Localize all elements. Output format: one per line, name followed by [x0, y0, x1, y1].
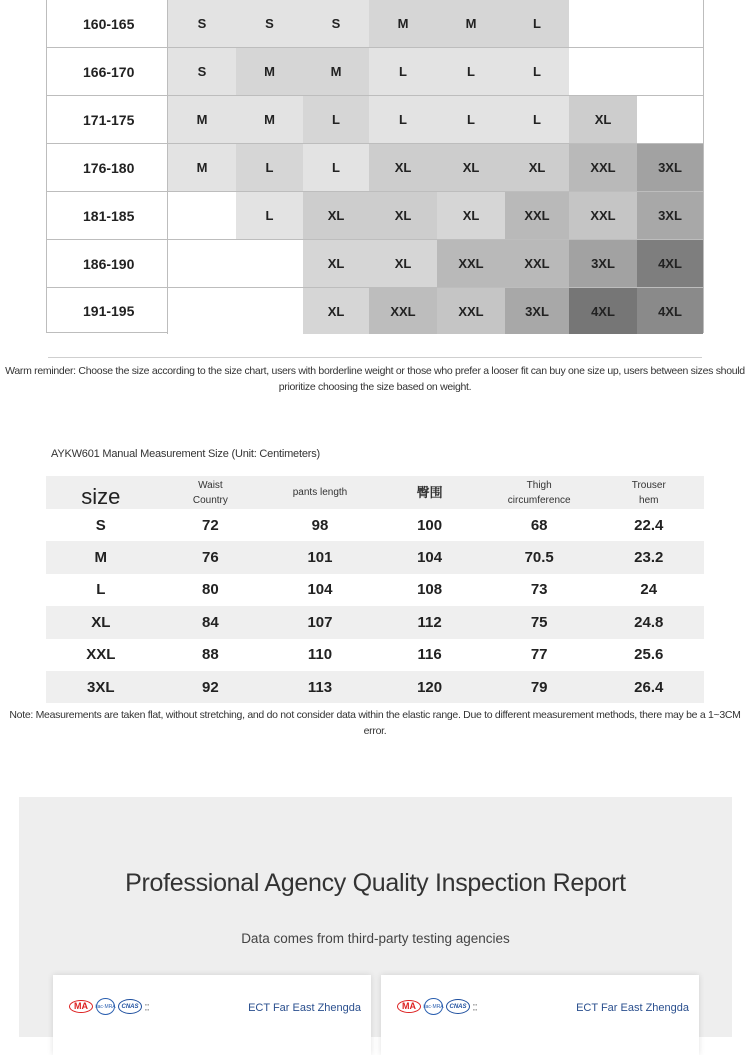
size-grid-cell: XXL — [569, 144, 637, 191]
height-range-label: 191-195 — [47, 288, 168, 334]
size-recommendation-grid — [46, 0, 704, 333]
measurement-row — [46, 606, 704, 638]
size-grid-cell — [637, 48, 703, 95]
measurement-table — [46, 476, 704, 703]
height-range-label: 181-185 — [47, 192, 168, 239]
size-grid-row — [47, 240, 703, 288]
measurement-cell: XL — [91, 613, 111, 631]
size-grid-cell: M — [303, 48, 369, 95]
size-grid-cell: XL — [303, 192, 369, 239]
warm-reminder: Warm reminder: Choose the size according to the size chart, users with borderline weight or those who prefer a looser fit can buy one size up, users between sizes should prioritize choosing the size based on weight. — [5, 365, 745, 393]
measurement-cell: 22.4 — [634, 516, 664, 534]
measurement-cell: 23.2 — [634, 549, 664, 567]
measurement-row — [46, 574, 704, 606]
size-grid-cell: XL — [437, 144, 505, 191]
size-grid-row — [47, 96, 703, 144]
size-grid-cell: L — [437, 96, 505, 143]
size-grid-cell: M — [236, 96, 303, 143]
size-grid-cell: XXL — [437, 288, 505, 334]
size-grid-cell: M — [168, 96, 236, 143]
size-grid-cell: 4XL — [637, 240, 703, 287]
size-grid-cell: XL — [505, 144, 569, 191]
measurement-cell: 24.8 — [634, 613, 664, 631]
size-grid-cell: L — [236, 192, 303, 239]
accreditation-mark-icon: ▪▪▪ ▪▪▪ — [473, 1001, 478, 1012]
size-grid-cell: S — [303, 0, 369, 47]
measurement-cell: 120 — [417, 678, 443, 696]
height-range-label: 176-180 — [47, 144, 168, 191]
size-grid-cell: L — [303, 96, 369, 143]
measurement-cell: 110 — [307, 646, 333, 664]
size-grid-cell — [569, 0, 637, 47]
size-grid-cell: S — [168, 0, 236, 47]
measurement-cell: 92 — [202, 678, 219, 696]
size-grid-cell: L — [303, 144, 369, 191]
measurement-cell: M — [94, 549, 108, 567]
measurement-cell: 84 — [202, 613, 219, 631]
size-grid-cell: S — [168, 48, 236, 95]
measurement-cell: L — [96, 581, 106, 599]
size-grid-cell: L — [369, 96, 437, 143]
size-grid-cell: M — [236, 48, 303, 95]
size-grid-cell: L — [437, 48, 505, 95]
measurement-cell: 112 — [417, 613, 442, 631]
inspection-report-section — [19, 797, 732, 1037]
size-grid-cell: XL — [437, 192, 505, 239]
measurement-cell: S — [95, 516, 106, 534]
measurement-cell: 24 — [640, 581, 658, 599]
report-card[interactable] — [53, 975, 371, 1055]
measurement-header-row — [46, 476, 704, 509]
measurement-cell: 3XL — [87, 678, 115, 696]
measurement-cell: 107 — [307, 613, 333, 631]
size-grid-cell: 3XL — [505, 288, 569, 334]
measurement-cell: 70.5 — [524, 549, 554, 567]
measurement-cell: 113 — [307, 678, 333, 696]
measurement-header-cell: size — [81, 484, 121, 509]
size-grid-cell: L — [369, 48, 437, 95]
size-grid-cell: XL — [569, 96, 637, 143]
measurement-header-cell: 臀围 — [416, 485, 443, 500]
size-grid-cell: M — [437, 0, 505, 47]
ilac-logo-icon: ilac·MRA — [96, 998, 115, 1015]
measurement-row — [46, 639, 704, 671]
size-grid-cell: 3XL — [637, 144, 703, 191]
size-grid-row — [47, 144, 703, 192]
size-grid-row — [47, 192, 703, 240]
measurement-header-cell: Trouser hem — [631, 479, 666, 506]
height-range-label: 160-165 — [47, 0, 168, 47]
measurement-row — [46, 671, 704, 703]
height-range-label: 166-170 — [47, 48, 168, 95]
size-grid-cell: M — [369, 0, 437, 47]
size-grid-cell — [168, 240, 236, 287]
size-grid-row — [47, 0, 703, 48]
size-grid-cell — [637, 0, 703, 47]
size-grid-row — [47, 48, 703, 96]
measurement-cell: 76 — [202, 549, 219, 567]
measurement-header-cell: pants length — [292, 487, 348, 498]
size-grid-cell: XXL — [505, 240, 569, 287]
size-grid-row — [47, 288, 703, 334]
size-grid-cell — [569, 48, 637, 95]
report-title: Professional Agency Quality Inspection Report — [125, 869, 626, 897]
size-grid-cell: XL — [369, 240, 437, 287]
size-grid-cell: 3XL — [569, 240, 637, 287]
height-range-label: 186-190 — [47, 240, 168, 287]
measurement-table-title: AYKW601 Manual Measurement Size (Unit: Centimeters) — [51, 448, 320, 460]
measurement-cell: 73 — [530, 581, 548, 599]
accreditation-mark-icon: ▪▪▪ ▪▪▪ — [145, 1001, 150, 1012]
size-grid-cell: XXL — [569, 192, 637, 239]
size-grid-cell: XL — [369, 144, 437, 191]
height-range-label: 171-175 — [47, 96, 168, 143]
size-grid-cell: L — [505, 96, 569, 143]
measurement-cell: 116 — [417, 646, 442, 664]
cnas-logo-icon: CNAS — [446, 999, 470, 1014]
measurement-header-cell: Waist Country — [192, 479, 228, 506]
measurement-note: Note: Measurements are taken flat, without stretching, and do not consider data within the elastic range. Due to different measurement methods, there may be a 1~3CM error. — [9, 709, 741, 737]
size-grid-cell: XXL — [505, 192, 569, 239]
measurement-cell: 25.6 — [634, 646, 664, 664]
size-grid-cell: 4XL — [637, 288, 703, 334]
ma-logo-icon: MA — [397, 1000, 421, 1013]
measurement-cell: 80 — [202, 581, 219, 599]
measurement-cell: 79 — [530, 678, 548, 696]
size-grid-cell: 3XL — [637, 192, 703, 239]
measurement-cell: 108 — [417, 581, 443, 599]
measurement-cell: 100 — [417, 516, 443, 534]
size-grid-cell: XXL — [369, 288, 437, 334]
measurement-row — [46, 509, 704, 541]
size-grid-cell: XL — [303, 288, 369, 334]
measurement-cell: 26.4 — [634, 678, 664, 696]
certification-logos — [69, 998, 157, 1015]
size-grid-cell — [168, 288, 236, 334]
measurement-cell: 72 — [202, 516, 219, 534]
measurement-cell: 75 — [530, 613, 548, 631]
size-grid-cell: 4XL — [569, 288, 637, 334]
cnas-logo-icon: CNAS — [118, 999, 142, 1014]
report-subtitle: Data comes from third-party testing agencies — [241, 931, 510, 946]
ilac-logo-icon: ilac·MRA — [424, 998, 443, 1015]
size-grid-cell — [236, 288, 303, 334]
divider — [48, 357, 702, 358]
size-grid-cell: XL — [369, 192, 437, 239]
measurement-cell: 104 — [307, 581, 333, 599]
measurement-cell: XXL — [86, 646, 116, 664]
report-org: ECT Far East Zhengda — [248, 1002, 361, 1014]
size-grid-cell: XXL — [437, 240, 505, 287]
size-grid-cell: M — [168, 144, 236, 191]
size-grid-cell: L — [505, 0, 569, 47]
report-card[interactable] — [381, 975, 699, 1055]
measurement-header-cell: Thigh circumference — [507, 479, 571, 506]
measurement-row — [46, 541, 704, 573]
measurement-cell: 101 — [307, 549, 333, 567]
report-org: ECT Far East Zhengda — [576, 1002, 689, 1014]
size-grid-cell — [637, 96, 703, 143]
measurement-cell: 98 — [311, 516, 329, 534]
measurement-cell: 104 — [417, 549, 443, 567]
size-grid-cell: XL — [303, 240, 369, 287]
size-grid-cell: L — [236, 144, 303, 191]
size-grid-cell: S — [236, 0, 303, 47]
size-grid-cell — [236, 240, 303, 287]
measurement-cell: 77 — [530, 646, 548, 664]
ma-logo-icon: MA — [69, 1000, 93, 1013]
size-grid-cell: L — [505, 48, 569, 95]
measurement-cell: 88 — [202, 646, 219, 664]
size-grid-cell — [168, 192, 236, 239]
certification-logos — [397, 998, 485, 1015]
measurement-cell: 68 — [530, 516, 548, 534]
